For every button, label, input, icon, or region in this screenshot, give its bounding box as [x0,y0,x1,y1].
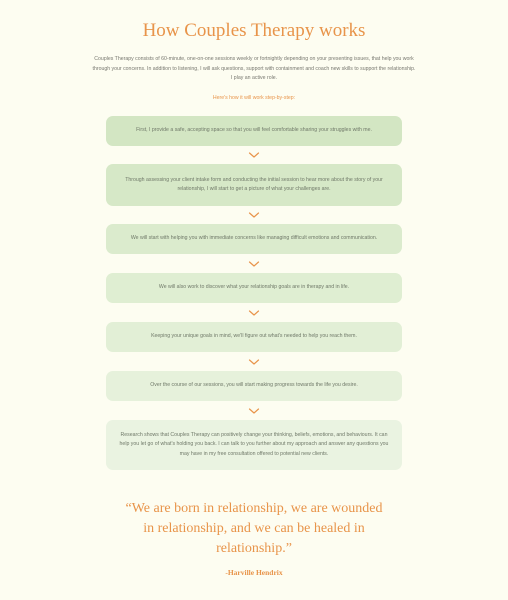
step-text: Through assessing your client intake form and conducting the initial session to hear more about the story of your relationship, I will start to get a picture of what your challenges are. [125,176,383,192]
step-card-2 [106,164,402,206]
step-card-4 [106,273,402,303]
step-card-5 [106,322,402,352]
step-text: We will also work to discover what your relationship goals are in therapy and in life. [158,284,350,291]
quote-author: -Harville Hendrix [225,568,283,577]
step-card-3 [106,224,402,254]
chevron-down-icon [248,260,260,268]
step-text: We will start with helping you with immediate concerns like managing difficult emotions and communication. [130,235,378,242]
section-title: How Couples Therapy works [142,20,366,41]
step-card-6 [106,371,402,401]
step-text: Research shows that Couples Therapy can positively change your thinking, beliefs, emotions, and behaviours. It can help you let go of what's holding you back. I can talk to you further about my approach and answer any questions you may have in my free consultation offered to potential new clients. [119,431,389,457]
chevron-down-icon [248,407,260,415]
chevron-down-icon [248,151,260,159]
chevron-down-icon [248,358,260,366]
steps-subheading: Here's how it will work step-by-step: [212,95,296,101]
step-text: Keeping your unique goals in mind, we'll figure out what's needed to help you reach them. [151,333,357,340]
chevron-down-icon [248,309,260,317]
step-card-1 [106,116,402,146]
step-text: First, I provide a safe, accepting space so that you will feel comfortable sharing your struggles with me. [136,127,372,134]
testimonial-quote: “We are born in relationship, we are wounded in relationship, and we can be healed in relationship.” [125,501,383,556]
intro-paragraph: Couples Therapy consists of 60-minute, one-on-one sessions weekly or fortnightly depending on your presenting issues, that help you work through your concerns. In addition to listening, I will ask questions, support with containment and coach new skills to support the relationship. I play an active role. [92,56,416,81]
chevron-down-icon [248,211,260,219]
step-text: Over the course of our sessions, you will start making progress towards the life you desire. [150,382,358,389]
step-card-7 [106,420,402,470]
